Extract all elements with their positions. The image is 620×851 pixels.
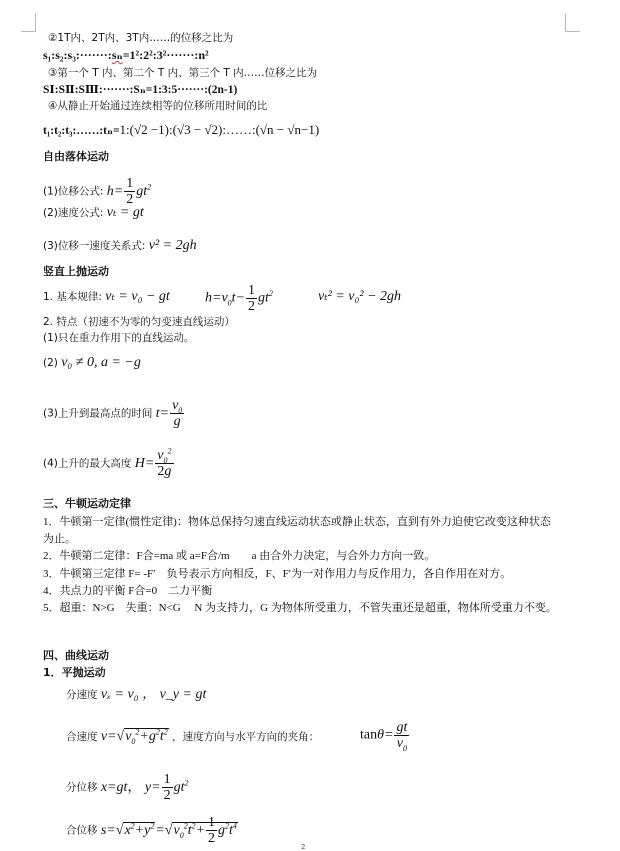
projectile-resultant-displacement-formula: $s=√x^2+y^2=√v_0^2t^2+$ $\frac{1}{2}$ $g^2t^4$ (100, 815, 237, 846)
projectile-resultant-displacement (66, 815, 238, 846)
vertical-throw-formula-velocity: vₜ = v₀ − gt (105, 289, 170, 304)
projectile-velocity-components (66, 688, 206, 702)
newton-overweight: 5．超重：N>G 失重：N<G N 为支持力，G 为物体所受重力，不管失重还是超重，物体所受重力不变。 (43, 602, 557, 614)
projectile-velocity-components-formula: vₓ = v₀ ， v_y = gt (100, 687, 207, 702)
vertical-throw-heading: 竖直上抛运动 (43, 265, 109, 278)
vertical-throw-formula-height: $h=v_0t-$ $\frac{1}{2}$ $gt^2$ (205, 283, 273, 314)
projectile-displacement-components-formula: x=gt， y= $\frac{1}{2}$ $gt^2$ (100, 772, 189, 803)
ratio-item-4-formula (43, 121, 319, 140)
newton-law-1-cont: 为止。 (43, 533, 76, 545)
vertical-throw-formula-velocity-squared: vₜ² = v₀² − 2gh (318, 289, 402, 304)
ratio-item-2-formula-left: s₁:s₂:s₃:·······: (43, 48, 112, 62)
projectile-velocity-components-label: 分速度 (66, 689, 98, 701)
newton-law-3: 3．牛顿第三定律 F= -F′ 负号表示方向相反，F、F′为一对作用力与反作用力，各自作用在对方。 (43, 568, 512, 580)
vertical-throw-item-3-formula: t= $\frac{v_0}{g}$ (155, 398, 183, 429)
page-corner-mark-top-left (21, 13, 36, 32)
newton-law-2: 2．牛顿第二定律：F合=ma 或 a=F合/m a 由合外力决定，与合外力方向一致。 (43, 550, 436, 562)
curve-heading: 四、曲线运动 (43, 649, 109, 662)
projectile-resultant-velocity-formula: $v=√v_0^2+g^2t^2$ (100, 727, 168, 746)
projectile-angle-formula: tanθ= $\frac{gt}{v_0}$ (360, 720, 408, 753)
vertical-throw-item-3-label: (3)上升到最高点的时间 (43, 407, 153, 420)
projectile-displacement-components-label: 分位移 (66, 781, 98, 794)
free-fall-item-1-label: (1)位移公式: (43, 185, 104, 198)
projectile-resultant-displacement-label: 合位移 (66, 824, 98, 837)
projectile-angle-label: ，速度方向与水平方向的夹角： (172, 731, 320, 743)
free-fall-item-1-formula: h= $\frac{1}{2}$ $gt^2$ (106, 176, 152, 207)
vertical-throw-rule-label: 1. 基本规律: (43, 291, 102, 303)
page-corner-mark-top-right (565, 13, 580, 32)
vertical-throw-rule (43, 290, 170, 304)
projectile-resultant-velocity-label: 合速度 (66, 731, 98, 743)
newton-law-1: 1．牛顿第一定律(惯性定律)：物体总保持匀速直线运动状态或静止状态，直到有外力迫使它改变这种状态 (43, 516, 551, 528)
free-fall-item-2-formula: vₜ = gt (106, 205, 144, 220)
newton-equilibrium: 4．共点力的平衡 F合=0 二力平衡 (43, 585, 213, 597)
vertical-throw-item-2-formula: v₀ ≠ 0, a = −g (61, 355, 141, 370)
free-fall-item-3-formula: v² = 2gh (148, 238, 197, 253)
curve-subheading: 1．平抛运动 (43, 666, 106, 679)
free-fall-item-3-label: (3)位移一速度关系式: (43, 240, 146, 252)
projectile-displacement-components (66, 772, 188, 803)
newton-heading: 三、牛顿运动定律 (43, 497, 131, 510)
ratio-item-4-formula-left: t₁:t₂:t₃:……:tₙ= (43, 125, 120, 137)
vertical-throw-item-4-formula: H= $\frac{v_0^2}{2g}$ (134, 446, 172, 479)
free-fall-item-2-label: (2)速度公式: (43, 207, 104, 219)
projectile-resultant-velocity (66, 727, 320, 746)
ratio-item-4-formula-right: 1:(√2 −1):(√3 − √2):……:(√n − √n−1) (119, 122, 320, 137)
vertical-throw-item-4-label: (4)上升的最大高度 (43, 457, 132, 470)
free-fall-item-1 (43, 176, 151, 207)
vertical-throw-item-1: (1)只在重力作用下的直线运动。 (43, 332, 195, 344)
free-fall-heading: 自由落体运动 (43, 150, 109, 163)
ratio-item-2-label: ②1T内、2T内、3T内……的位移之比为 (48, 32, 234, 44)
vertical-throw-feature-label: 2. 特点（初速不为零的匀变速直线运动） (43, 316, 235, 328)
ratio-item-3-label: ③第一个 T 内、第二个 T 内、第三个 T 内……位移之比为 (48, 67, 318, 79)
free-fall-item-3 (43, 239, 197, 253)
spellcheck-flagged-sn: sₙ (111, 48, 123, 62)
free-fall-item-2 (43, 206, 144, 220)
ratio-item-3-formula: SⅠ:SⅡ:SⅢ:·······:Sₙ=1:3:5·······:(2n-1) (43, 84, 238, 96)
page-number: 2 (301, 843, 306, 851)
vertical-throw-item-2-label: (2) (43, 357, 58, 369)
ratio-item-2-formula (43, 48, 209, 62)
vertical-throw-item-2 (43, 356, 141, 370)
vertical-throw-item-4 (43, 448, 175, 479)
vertical-throw-item-3 (43, 398, 185, 429)
ratio-item-4-label: ④从静止开始通过连续相等的位移所用时间的比 (48, 100, 268, 112)
ratio-item-2-formula-right: =1²:2²:3²·······:n² (122, 48, 209, 62)
